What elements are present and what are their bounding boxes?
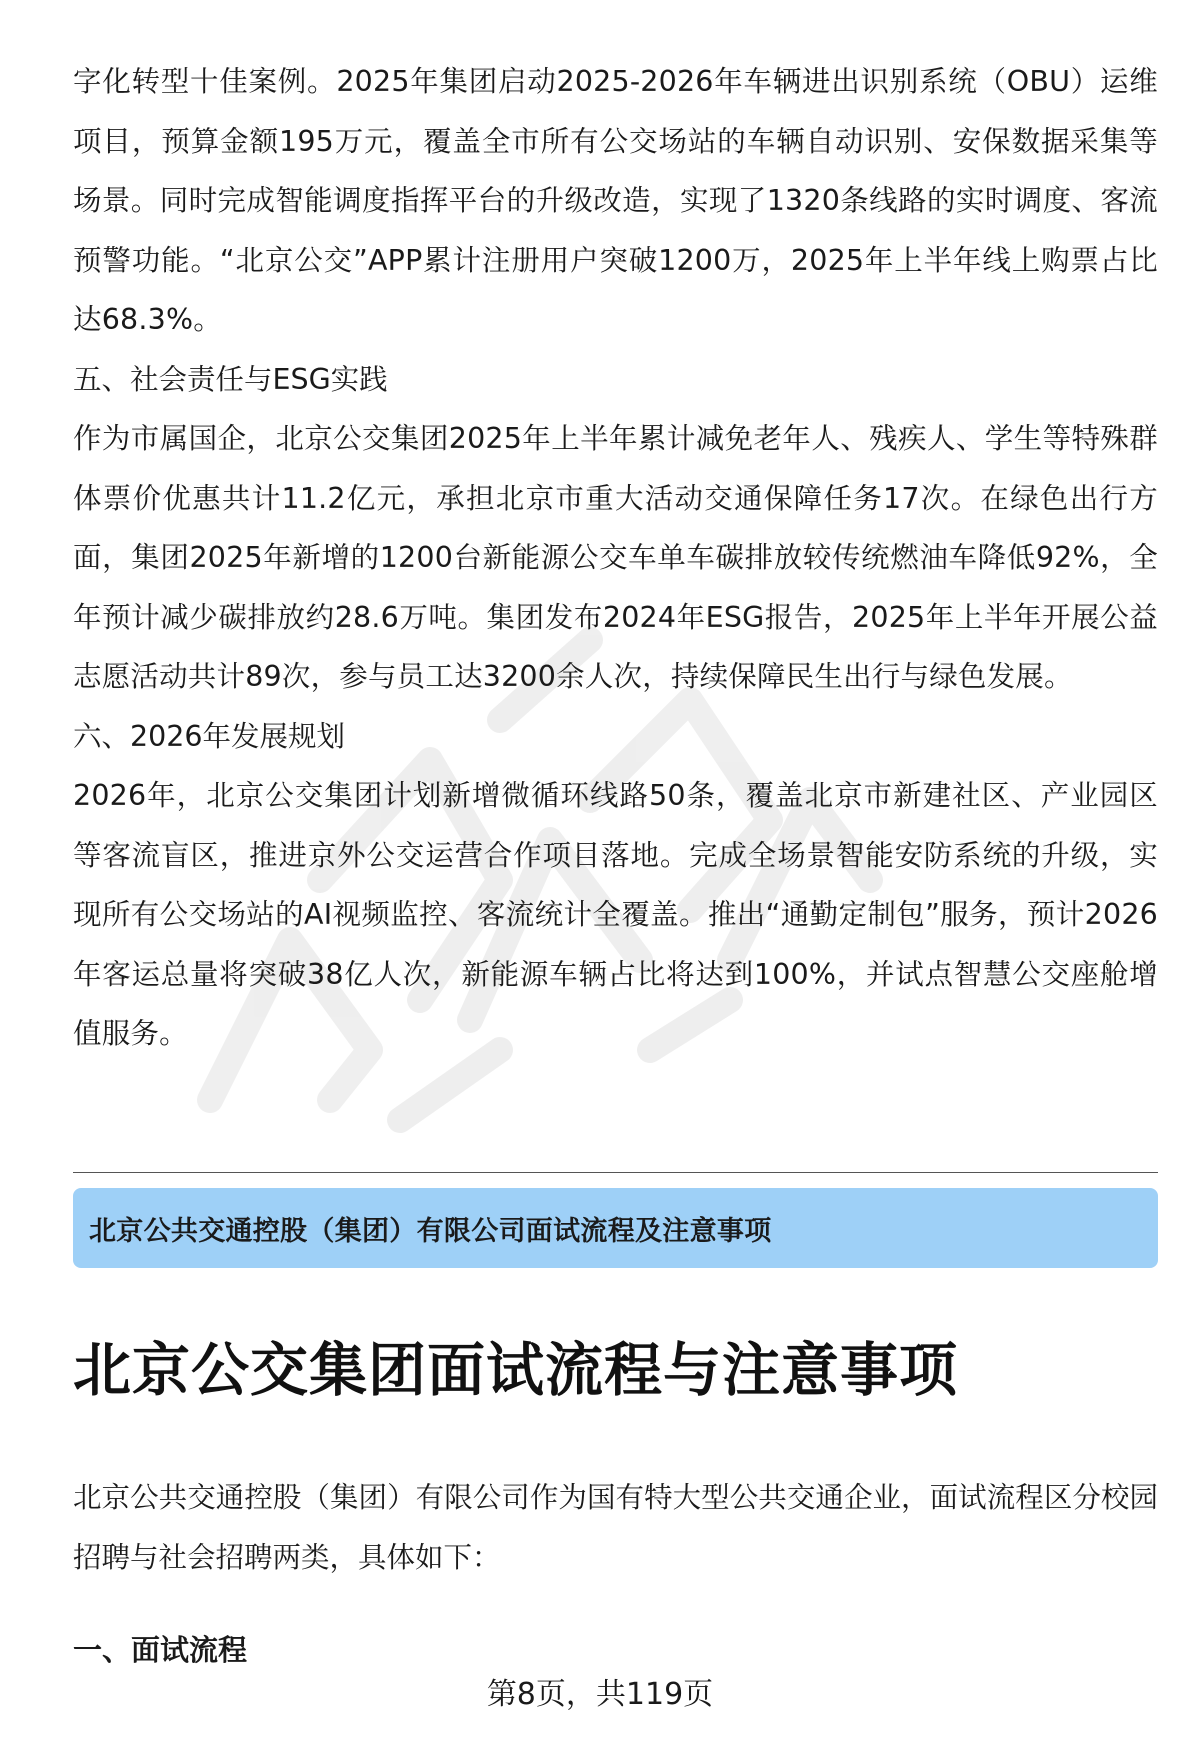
chapter-banner [73, 1188, 1158, 1268]
section-six-heading: 六、2026年发展规划 [73, 719, 346, 753]
page-title: 北京公交集团面试流程与注意事项 [73, 1336, 959, 1404]
chapter-banner-title: 北京公共交通控股（集团）有限公司面试流程及注意事项 [89, 1215, 772, 1247]
section-six-paragraph: 2026年，北京公交集团计划新增微循环线路50条，覆盖北京市新建社区、产业园区等客流盲区，推进京外公交运营合作项目落地。完成全场景智能安防系统的升级，实现所有公交场站的AI视频监控、客流统计全覆盖。推出“通勤定制包”服务，预计2026年客运总量将突破38亿人次，新能源车辆占比将达到100%，并试点智慧公交座舱增值服务。 [73, 779, 1158, 1050]
intro-paragraph: 北京公共交通控股（集团）有限公司作为国有特大型公共交通企业，面试流程区分校园招聘与社会招聘两类，具体如下： [73, 1481, 1158, 1574]
body-content [73, 52, 1158, 1064]
page-number: 第8页，共119页 [486, 1677, 714, 1712]
section-divider [73, 1172, 1158, 1173]
section-four-paragraph: 字化转型十佳案例。2025年集团启动2025-2026年车辆进出识别系统（OBU）运维项目，预算金额195万元，覆盖全市所有公交场站的车辆自动识别、安保数据采集等场景。同时完成智能调度指挥平台的升级改造，实现了1320条线路的实时调度、客流预警功能。“北京公交”APP累计注册用户突破1200万，2025年上半年线上购票占比达68.3%。 [73, 65, 1158, 336]
section-five-paragraph: 作为市属国企，北京公交集团2025年上半年累计减免老年人、残疾人、学生等特殊群体票价优惠共计11.2亿元，承担北京市重大活动交通保障任务17次。在绿色出行方面，集团2025年新增的1200台新能源公交车单车碳排放较传统燃油车降低92%，全年预计减少碳排放约28.6万吨。集团发布2024年ESG报告，2025年上半年开展公益志愿活动共计89次，参与员工达3200余人次，持续保障民生出行与绿色发展。 [73, 422, 1158, 693]
section-five-heading: 五、社会责任与ESG实践 [73, 362, 388, 396]
subsection-heading: 一、面试流程 [73, 1633, 248, 1667]
